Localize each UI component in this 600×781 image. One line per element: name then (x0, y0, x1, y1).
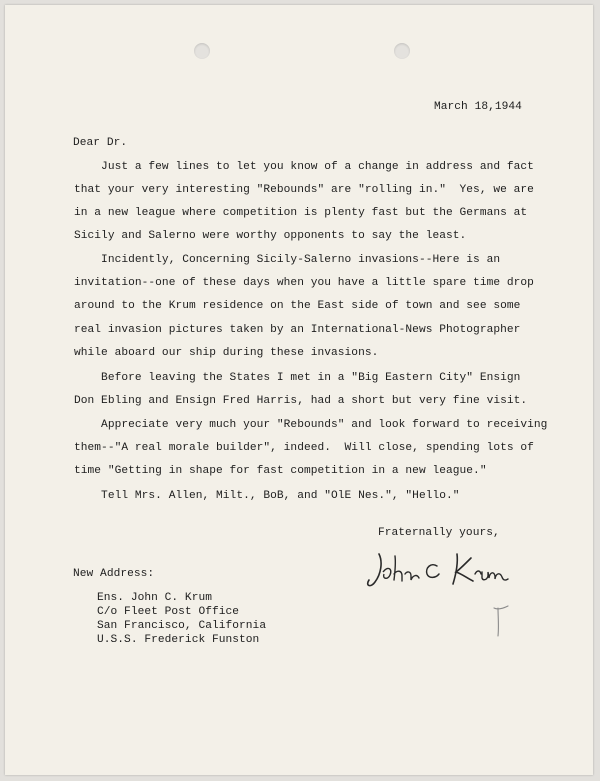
punch-hole (394, 43, 410, 59)
body-line: while aboard our ship during these invasions. (74, 347, 379, 359)
address-line: U.S.S. Frederick Funston (97, 634, 260, 646)
body-line: time "Getting in shape for fast competition in a new league." (74, 465, 487, 477)
body-line: them--"A real morale builder", indeed. Will close, spending lots of (74, 442, 534, 454)
letter-page (5, 5, 593, 775)
address-line: Ens. John C. Krum (97, 592, 212, 604)
letter-date: March 18,1944 (434, 101, 522, 113)
body-line: Don Ebling and Ensign Fred Harris, had a short but very fine visit. (74, 395, 528, 407)
body-line: Sicily and Salerno were worthy opponents to say the least. (74, 230, 467, 242)
address-line: C/o Fleet Post Office (97, 606, 240, 618)
body-line: invitation--one of these days when you have a little spare time drop (74, 277, 534, 289)
address-label: New Address: (73, 568, 155, 580)
body-line: Just a few lines to let you know of a change in address and fact (74, 161, 534, 173)
salutation: Dear Dr. (73, 137, 128, 149)
body-line: Appreciate very much your "Rebounds" and look forward to receiving (74, 419, 548, 431)
address-line: San Francisco, California (97, 620, 267, 632)
handwritten-signature (365, 548, 515, 596)
punch-hole (194, 43, 210, 59)
body-line: that your very interesting "Rebounds" are "rolling in." Yes, we are (74, 184, 534, 196)
body-line: Before leaving the States I met in a "Big Eastern City" Ensign (74, 372, 521, 384)
body-line: Tell Mrs. Allen, Milt., BoB, and "OlE Nes.", "Hello." (74, 490, 460, 502)
body-line: around to the Krum residence on the East side of town and see some (74, 300, 521, 312)
body-line: in a new league where competition is plenty fast but the Germans at (74, 207, 528, 219)
body-line: Incidently, Concerning Sicily-Salerno invasions--Here is an (74, 254, 501, 266)
body-line: real invasion pictures taken by an International-News Photographer (74, 324, 521, 336)
closing: Fraternally yours, (378, 527, 500, 539)
pencil-mark (488, 602, 512, 642)
